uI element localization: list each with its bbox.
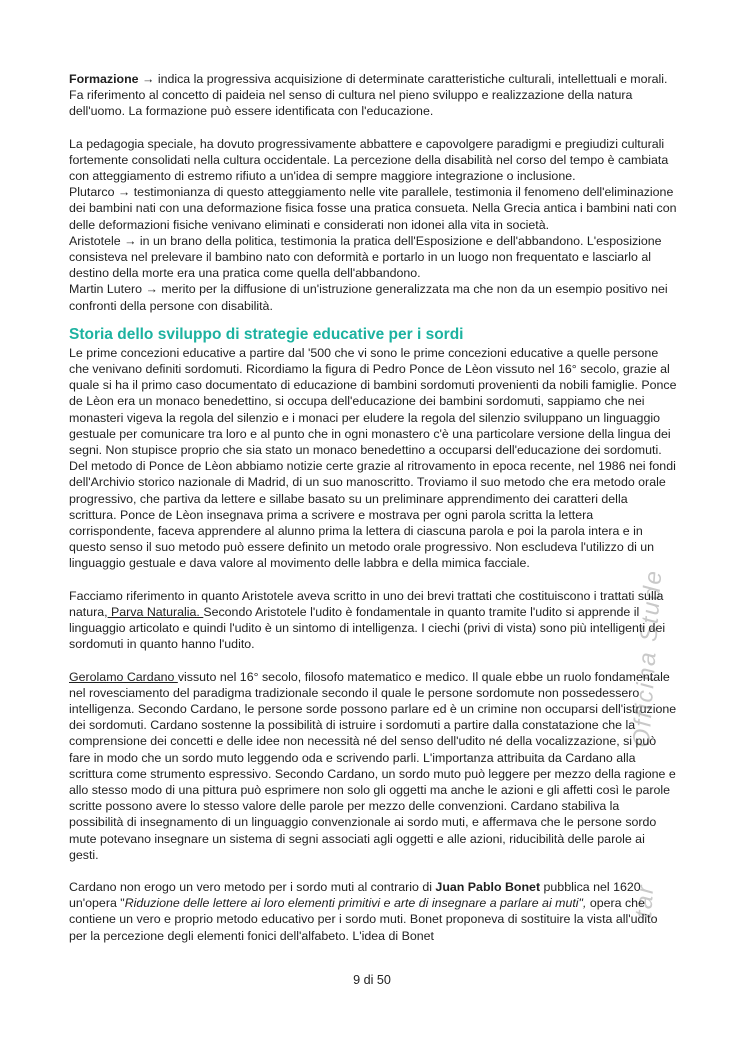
paragraph-text: La pedagogia speciale, ha dovuto progressivamente abbattere e capovolgere paradigmi e pregiudizi culturali fortemente consolidati nella cultura occidentale. La percezione della disabilità nel corso del tempo è cambiata con atteggiamento di estremo rifiuto a un'idea di sempre maggiore integrazione o inclusione. bbox=[69, 136, 669, 184]
watermark-fragment-upper: Officina Stude bbox=[628, 568, 668, 749]
paragraph-ponce-de-leon bbox=[69, 345, 677, 572]
paragraph-aristotele bbox=[69, 233, 677, 282]
paragraph-text: Plutarco → testimonianza di questo atteggiamento nelle vite parallele, testimonia il fenomeno dell'eliminazione dei bambini nati con una deformazione fisica fosse una pratica consueta. Nella Grecia antica i bambini nati con delle deformazioni fisiche venivano eliminati e considerati non idonei alla vita in società. bbox=[69, 185, 677, 232]
paragraph-text: Facciamo riferimento in quanto Aristotele aveva scritto in uno dei brevi trattati che costituiscono i trattati sulla natura, bbox=[69, 588, 664, 619]
section-heading-storia-sordi: Storia dello sviluppo di strategie educative per i sordi bbox=[69, 325, 464, 343]
paragraph-text: Martin Lutero → merito per la diffusione di un'istruzione generalizzata ma che non da un esempio positivo nei confronti della persone con disabilità. bbox=[69, 282, 668, 313]
page-number: 9 di 50 bbox=[353, 973, 391, 987]
paragraph-pedagogia-speciale bbox=[69, 136, 677, 185]
term-formazione: Formazione bbox=[69, 72, 139, 86]
paragraph-text: Cardano non erogo un vero metodo per i sordo muti al contrario di bbox=[69, 879, 436, 894]
underlined-gerolamo-cardano: Gerolamo Cardano bbox=[69, 669, 178, 684]
term-juan-pablo-bonet: Juan Pablo Bonet bbox=[435, 879, 541, 894]
paragraph-plutarco bbox=[69, 184, 677, 233]
paragraph-text: opera che contiene un vero e proprio metodo educativo per i sordo muti. Bonet proponeva di sostituire la vista all'udito per la percezione degli elementi fonici dell'alfabeto. L'idea di Bonet bbox=[69, 896, 658, 943]
paragraph-text: → indica la progressiva acquisizione di determinate caratteristiche culturali, intellettuali e morali. Fa riferimento al concetto di paideia nel senso di cultura nel pieno sviluppo e realizzazione della natura dell'uomo. La formazione può essere identificata con l'educazione. bbox=[69, 72, 668, 119]
paragraph-martin-lutero bbox=[69, 281, 677, 313]
italic-opera-title: Riduzione delle lettere ai loro elementi primitivi e arte di insegnare a parlare ai muti", bbox=[124, 896, 587, 911]
paragraph-parva-naturalia bbox=[69, 588, 677, 653]
paragraph-text: pubblica nel 1620 un'opera " bbox=[69, 879, 641, 911]
paragraph-gerolamo-cardano bbox=[69, 669, 677, 863]
paragraph-text: vissuto nel 16° secolo, filosofo matematico e medico. Il quale ebbe un ruolo fondamentale nel rovesciamento del paradigma tradizionale secondo il quale le persone sordomute non possedessero intelligenza. Secondo Cardano, le persone sorde possono parlare ed è un crimine non occuparsi dell'istruzione dei sordomuti. Cardano sostenne la possibilità di istruire i sordomuti a partire dalla constatazione che la comprensione dei concetti e delle idee non necessità né del senso dell'udito né della vocalizzazione, si può fare in modo che un sordo muto leggendo oda e scrivendo parli. L'importanza attribuita da Cardano alla scrittura come strumento espressivo. Secondo Cardano, un sordo muto può leggere per mezzo della ragione e allo stesso modo di una pittura può esprimere non solo gli oggetti ma anche le azioni e gli affetti così le parole scritte possono avere lo stesso valore delle parole per mezzo delle convenzioni. Cardano stabiliva la possibilità di insegnamento di un linguaggio convenzionale ai sordo muti, e affermava che le persone sordo mute potevano insegnare un sistema di segni associati agli oggetti e alle azioni, riducibilità delle parole ai gesti. bbox=[69, 669, 677, 862]
paragraph-juan-pablo-bonet bbox=[69, 879, 677, 944]
paragraph-text: Secondo Aristotele l'udito è fondamentale in quanto tramite l'udito si apprende il linguaggio articolato e quindi l'udito è un sintomo di intelligenza. I ciechi (privi di vista) sono più intelligenti dei sordomuti in quanto hanno l'udito. bbox=[69, 604, 666, 652]
watermark-fragment-lower: tar bbox=[630, 882, 660, 919]
document-body bbox=[69, 71, 677, 944]
paragraph-text: Le prime concezioni educative a partire dal '500 che vi sono le prime concezioni educative a quelle persone che venivano definiti sordomuti. Ricordiamo la figura di Pedro Ponce de Lèon vissuto nel 16° secolo, grazie al quale si ha il primo caso documentato di educazione di bambini sordomuti provenienti da nobili famiglie. Ponce de Lèon era un monaco benedettino, si occupa dell'educazione dei bambini sordomuti, sappiamo che nei monasteri vigeva la regola del silenzio e i monaci per eludere la regola del silenzio sviluppano un linguaggio gestuale per comunicare tra loro e al punto che in ogni monastero c'è una particolare versione della lingua dei segni. Non stupisce proprio che sia stato un monaco benedettino a occuparsi dell'educazione dei sordomuti. Del metodo di Ponce de Lèon abbiamo notizie certe grazie al ritrovamento in epoca recente, nel 1986 nei fondi dell'Archivio storico nazionale di Madrid, di un suo manoscritto. Troviamo il suo metodo che era metodo orale progressivo, che partiva da lettere e sillabe basato su un preliminare apprendimento dei caratteri della scrittura. Ponce de Lèon insegnava prima a scrivere e mostrava per ogni parola scritta la lettera corrispondente, faceva apprendere al alunno prima la lettera di ciascuna parola e poi la parola intera e in questo senso il suo metodo può essere definito un metodo orale progressivo. Non escludeva l'utilizzo di un linguaggio gestuale e dava valore al movimento delle labbra e della mimica facciale. bbox=[69, 345, 677, 571]
paragraph-text: Aristotele → in un brano della politica, testimonia la pratica dell'Esposizione e dell'abbandono. L'esposizione consisteva nel prelevare il bambino nato con deformità e portarlo in un luogo non frequentato e lasciarlo al destino della morte era una pratica come quella dell'abbandono. bbox=[69, 233, 662, 281]
underlined-parva-naturalia: Parva Naturalia. bbox=[107, 604, 204, 619]
paragraph-formazione bbox=[69, 71, 677, 120]
